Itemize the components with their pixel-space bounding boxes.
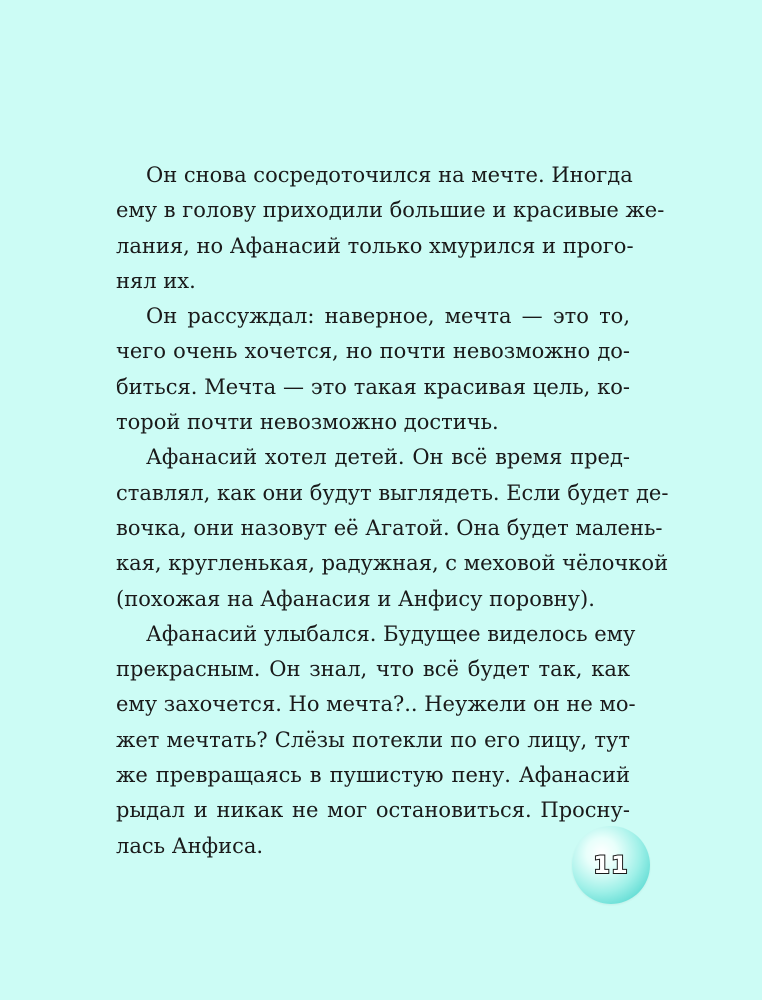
- text-line: нял их.: [116, 268, 196, 293]
- text-line: же превращаясь в пушистую пену. Афанасий: [116, 763, 630, 788]
- page-number: 11: [593, 851, 629, 879]
- paragraph-4: [116, 617, 636, 864]
- text-line: Он снова сосредоточился на мечте. Иногда: [146, 163, 633, 187]
- text-line: (похожая на Афанасия и Анфису поровну).: [116, 586, 595, 611]
- text-line: вочка, они назовут её Агатой. Она будет малень-: [116, 515, 663, 540]
- text-line: торой почти невозможно достичь.: [116, 410, 499, 435]
- page-number-badge: [572, 826, 650, 904]
- text-line: Афанасий улыбался. Будущее виделось ему: [146, 621, 636, 646]
- text-line: Он рассуждал: наверное, мечта — это то,: [146, 304, 630, 329]
- text-line: ему в голову приходили большие и красивые же-: [116, 198, 665, 223]
- body-text: [116, 158, 669, 864]
- paragraph-3: [116, 440, 669, 616]
- text-line: ставлял, как они будут выглядеть. Если будет де-: [116, 480, 669, 505]
- text-line: прекрасным. Он знал, что всё будет так, как: [116, 657, 630, 682]
- text-line: лась Анфиса.: [116, 833, 264, 858]
- text-line: Афанасий хотел детей. Он всё время пред-: [146, 445, 630, 470]
- paragraph-1: [116, 158, 665, 299]
- text-line: жет мечтать? Слёзы потекли по его лицу, тут: [116, 727, 630, 752]
- text-line: биться. Мечта — это такая красивая цель, ко-: [116, 374, 630, 399]
- text-line: ему захочется. Но мечта?.. Неужели он не мо-: [116, 692, 636, 717]
- text-line: лания, но Афанасий только хмурился и прого-: [116, 233, 634, 258]
- text-line: рыдал и никак не мог остановиться. Просну-: [116, 798, 630, 823]
- text-line: кая, кругленькая, радужная, с меховой чёлочкой: [116, 551, 669, 576]
- text-line: чего очень хочется, но почти невозможно до-: [116, 339, 630, 364]
- paragraph-2: [116, 299, 630, 440]
